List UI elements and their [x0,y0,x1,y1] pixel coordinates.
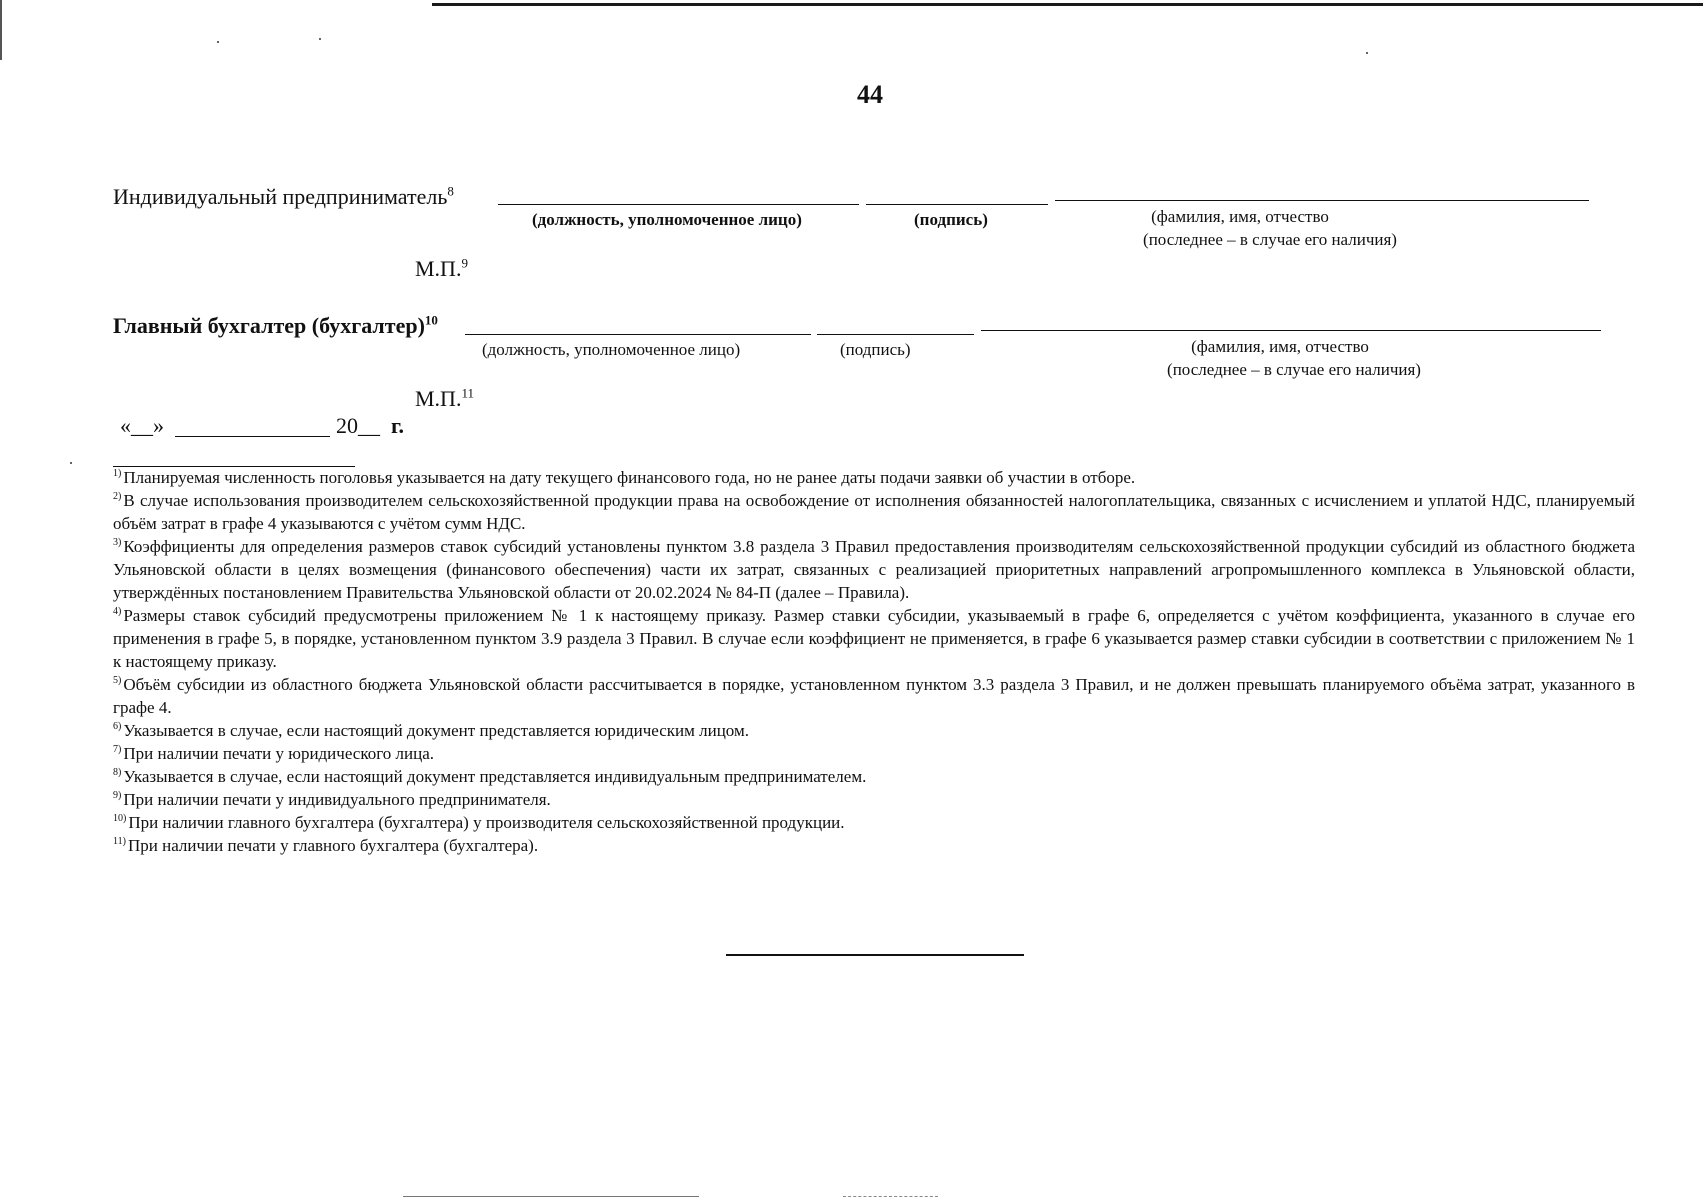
ip-label-text: Индивидуальный предприниматель [113,184,448,209]
footnote-item [113,466,1635,489]
footnote-mark: 1) [113,468,122,480]
footnote-item [113,765,1635,788]
ip-stamp-sup: 9 [461,255,468,271]
footnote-mark: 3) [113,537,122,549]
footnote-text: При наличии печати у индивидуального предпринимателя. [123,790,551,809]
footnote-text: Указывается в случае, если настоящий документ представляется индивидуальным предпринимателем. [123,767,867,786]
date-month-line [175,436,330,437]
ip-label [113,184,454,210]
scan-speck [70,462,72,464]
page-number: 44 [857,80,883,109]
footnote-text: При наличии печати у юридического лица. [123,744,435,763]
ip-label-sup: 8 [447,183,454,199]
ip-stamp-text: М.П. [415,256,462,281]
scan-top-border [432,3,1703,6]
accountant-stamp-text: М.П. [415,386,462,411]
ip-name-caption-line2: (последнее – в случае его наличия) [1143,230,1397,249]
footnote-item [113,788,1635,811]
footnote-item [113,535,1635,604]
ip-position-line [498,204,859,205]
footnote-item [113,811,1635,834]
footnote-item [113,719,1635,742]
footnote-mark: 6) [113,721,122,733]
footnote-item [113,489,1635,535]
footnote-mark: 8) [113,767,122,779]
accountant-name-line [981,330,1601,331]
closing-rule [726,954,1024,956]
scan-bottom-edge [843,1196,938,1197]
ip-stamp-label [415,256,468,282]
footnote-text: Объём субсидии из областного бюджета Ульяновской области рассчитывается в порядке, установленном пунктом 3.3 раздела 3 Правил, и не должен превышать планируемого объёма затрат, указанного в графе 4. [113,675,1635,717]
footnote-text: Планируемая численность поголовья указывается на дату текущего финансового года, но не ранее даты подачи заявки об участии в отборе. [123,468,1136,487]
ip-name-caption-line1: (фамилия, имя, отчество [1151,207,1329,226]
footnote-text: Размеры ставок субсидий предусмотрены приложением № 1 к настоящему приказу. Размер ставки субсидии, указываемый в графе 6, определяется с учётом коэффициента, указанного в случае его применения в графе 5, в порядке, установленном пунктом 3.9 раздела 3 Правил. В случае если коэффициент не применяется, в графе 6 указывается размер ставки субсидии в соответствии с приложением № 1 к настоящему приказу. [113,606,1635,671]
footnote-text: При наличии главного бухгалтера (бухгалтера) у производителя сельскохозяйственной продукции. [128,813,845,832]
ip-signature-caption: (подпись) [914,210,988,229]
accountant-label-sup: 10 [424,312,438,328]
footnote-mark: 2) [113,491,122,503]
ip-position-caption: (должность, уполномоченное лицо) [532,210,802,229]
date-year-suffix: г. [391,413,405,438]
scan-speck [217,41,219,43]
footnotes-block [113,466,1635,857]
accountant-position-line [465,334,811,335]
footnote-text: В случае использования производителем сельскохозяйственной продукции права на освобождение от исполнения обязанностей налогоплательщика, связанных с исчислением и уплатой НДС, планируемый объём затрат в графе 4 указываются с учётом сумм НДС. [113,491,1635,533]
scan-bottom-edge [403,1196,699,1197]
accountant-position-caption: (должность, уполномоченное лицо) [482,340,741,359]
footnote-text: При наличии печати у главного бухгалтера (бухгалтера). [127,836,539,855]
ip-signature-line [866,204,1048,205]
scan-speck [1366,52,1368,54]
accountant-signature-caption: (подпись) [840,340,911,359]
date-day: «__» [120,413,164,438]
footnote-mark: 7) [113,744,122,756]
footnote-text: Коэффициенты для определения размеров ставок субсидий установлены пунктом 3.8 раздела 3 Правил предоставления производителям сельскохозяйственной продукции субсидий из областного бюджета Ульяновской области в целях возмещения (финансового обеспечения) части их затрат, связанных с реализацией приоритетных направлений агропромышленного комплекса в Ульяновской области, утверждённых постановлением Правительства Ульяновской области от 20.02.2024 № 84-П (далее – Правила). [113,537,1635,602]
footnote-mark: 9) [113,790,122,802]
footnote-item [113,673,1635,719]
accountant-stamp-sup: 11 [461,385,474,401]
ip-name-line [1055,200,1589,201]
date-year-prefix: 20__ [336,413,380,438]
accountant-signature-line [817,334,974,335]
footnote-item [113,834,1635,857]
footnote-item [113,604,1635,673]
accountant-label [113,313,438,339]
scan-speck [319,38,321,40]
footnote-item [113,742,1635,765]
footnote-mark: 10) [113,813,127,825]
accountant-name-caption-line2: (последнее – в случае его наличия) [1167,360,1421,379]
footnote-mark: 5) [113,675,122,687]
accountant-stamp-label [415,386,474,412]
footnote-mark: 11) [113,836,126,848]
accountant-name-caption-line1: (фамилия, имя, отчество [1191,337,1369,356]
footnote-text: Указывается в случае, если настоящий документ представляется юридическим лицом. [123,721,749,740]
accountant-label-text: Главный бухгалтер (бухгалтер) [113,313,425,338]
footnote-mark: 4) [113,606,122,618]
scan-left-edge [0,0,2,60]
